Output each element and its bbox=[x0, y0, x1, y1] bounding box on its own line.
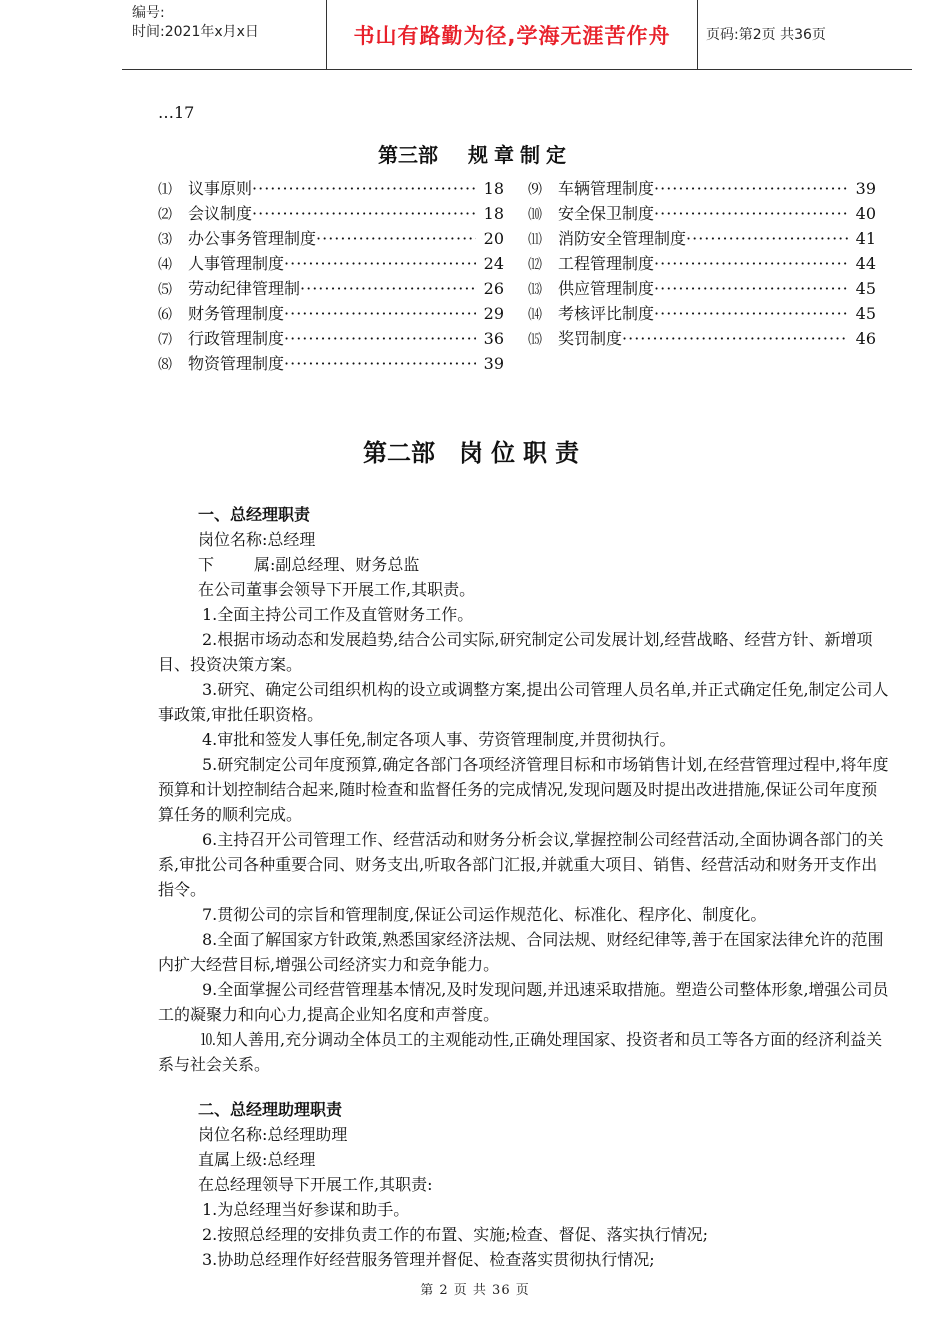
toc-item-leader bbox=[654, 251, 848, 276]
toc-item-title: 行政管理制度 bbox=[188, 329, 285, 348]
page-fragment: …17 bbox=[158, 103, 195, 122]
toc-item[interactable] bbox=[528, 176, 876, 201]
toc-item-page: 20 bbox=[483, 229, 504, 248]
header-motto: 书山有路勤为径,学海无涯苦作舟 bbox=[353, 24, 671, 48]
toc-item-title: 安全保卫制度 bbox=[558, 204, 655, 223]
position-name: 岗位名称:总经理 bbox=[198, 530, 316, 549]
toc-item[interactable] bbox=[158, 201, 504, 226]
toc-item[interactable] bbox=[158, 276, 504, 301]
subordinates bbox=[158, 552, 892, 577]
duty-item: 8.全面了解国家方针政策,熟悉国家经济法规、合同法规、财经纪律等,善于在国家法律允许的范围内扩大经营目标,增强公司经济实力和竞争能力。 bbox=[158, 930, 884, 974]
toc-item-number: ⑸ bbox=[158, 282, 172, 298]
section-intro: 在总经理领导下开展工作,其职责: bbox=[198, 1175, 433, 1194]
toc-item[interactable] bbox=[158, 351, 504, 376]
toc-item-number: ⑽ bbox=[528, 207, 542, 223]
duty-item: 3.研究、确定公司组织机构的设立或调整方案,提出公司管理人员名单,并正式确定任免,制定公司人事政策,审批任职资格。 bbox=[158, 680, 889, 724]
toc-item-leader bbox=[654, 276, 848, 301]
toc-item[interactable] bbox=[528, 276, 876, 301]
toc-item-page: 40 bbox=[855, 204, 876, 223]
toc-item-number: ⒁ bbox=[528, 307, 542, 323]
toc-item-title: 办公事务管理制度 bbox=[188, 229, 317, 248]
toc-item-title: 会议制度 bbox=[188, 204, 253, 223]
toc-item-number: ⑹ bbox=[158, 307, 172, 323]
part3-heading bbox=[0, 139, 950, 168]
toc-item-number: ⑴ bbox=[158, 182, 172, 198]
duty-item: ⒑知人善用,充分调动全体员工的主观能动性,正确处理国家、投资者和员工等各方面的经济利益关系与社会关系。 bbox=[158, 1030, 883, 1074]
toc-item-title: 议事原则 bbox=[188, 179, 253, 198]
toc-item-title: 物资管理制度 bbox=[188, 354, 285, 373]
position-name: 岗位名称:总经理助理 bbox=[198, 1125, 348, 1144]
part3-heading-number: 第三部 bbox=[378, 143, 438, 167]
toc-item-leader bbox=[654, 176, 848, 201]
toc-item[interactable] bbox=[158, 326, 504, 351]
toc-left-column bbox=[158, 176, 504, 376]
toc-item-page: 29 bbox=[483, 304, 504, 323]
toc-item-number: ⑷ bbox=[158, 257, 172, 273]
toc-item-title: 考核评比制度 bbox=[558, 304, 655, 323]
toc-item-title: 工程管理制度 bbox=[558, 254, 655, 273]
toc-item[interactable] bbox=[528, 301, 876, 326]
toc-item-leader bbox=[316, 226, 476, 251]
toc-item-page: 45 bbox=[855, 304, 876, 323]
toc-item-page: 26 bbox=[483, 279, 504, 298]
toc-item[interactable] bbox=[158, 176, 504, 201]
toc-item-page: 44 bbox=[855, 254, 876, 273]
duty-item: 9.全面掌握公司经营管理基本情况,及时发现问题,并迅速采取措施。塑造公司整体形象,增强公司员工的凝聚力和向心力,提高企业知名度和声誉度。 bbox=[158, 980, 889, 1024]
toc-item-number: ⑺ bbox=[158, 332, 172, 348]
duty-item: 2.按照总经理的安排负责工作的布置、实施;检查、督促、落实执行情况; bbox=[202, 1225, 709, 1244]
duty-item: 1.为总经理当好参谋和助手。 bbox=[202, 1200, 410, 1219]
toc-item-leader bbox=[284, 251, 476, 276]
toc-item[interactable] bbox=[528, 226, 876, 251]
toc-item-number: ⑻ bbox=[158, 357, 172, 373]
part2-heading bbox=[0, 433, 950, 468]
toc-item[interactable] bbox=[528, 326, 876, 351]
part3-heading-title: 规章制定 bbox=[468, 143, 572, 167]
toc-item-title: 奖罚制度 bbox=[558, 329, 623, 348]
section-general-manager bbox=[158, 502, 892, 1077]
section-assistant-manager bbox=[158, 1097, 892, 1272]
toc-item-number: ⑵ bbox=[158, 207, 172, 223]
toc-item-title: 消防安全管理制度 bbox=[558, 229, 687, 248]
toc-item-number: ⑶ bbox=[158, 232, 172, 248]
page-footer: 第 2 页 共 36 页 bbox=[420, 1283, 530, 1298]
header-page-info: 页码:第2页 共36页 bbox=[706, 27, 826, 43]
toc-right-column bbox=[528, 176, 876, 351]
toc-item-page: 36 bbox=[483, 329, 504, 348]
duty-item: 1.全面主持公司工作及直管财务工作。 bbox=[202, 605, 474, 624]
section-title: 一、总经理职责 bbox=[198, 505, 311, 524]
toc-item-leader bbox=[654, 301, 848, 326]
toc-item-number: ⒂ bbox=[528, 332, 542, 348]
header-meta bbox=[132, 4, 259, 42]
toc-item-title: 劳动纪律管理制 bbox=[188, 279, 301, 298]
toc-item-title: 财务管理制度 bbox=[188, 304, 285, 323]
toc-item-leader bbox=[284, 326, 476, 351]
document-number-label: 编号: bbox=[132, 5, 165, 21]
toc-item-page: 39 bbox=[855, 179, 876, 198]
toc-item[interactable] bbox=[528, 251, 876, 276]
toc-item-title: 人事管理制度 bbox=[188, 254, 285, 273]
duty-item: 4.审批和签发人事任免,制定各项人事、劳资管理制度,并贯彻执行。 bbox=[202, 730, 676, 749]
part2-heading-number: 第二部 bbox=[363, 439, 435, 467]
duty-item: 6.主持召开公司管理工作、经营活动和财务分析会议,掌握控制公司经营活动,全面协调各部门的关系,审批公司各种重要合同、财务支出,听取各部门汇报,并就重大项目、销售、经营活动和财务开支作出指令。 bbox=[158, 830, 884, 899]
toc-item-leader bbox=[252, 201, 476, 226]
toc-item[interactable] bbox=[158, 226, 504, 251]
toc-item-number: ⑿ bbox=[528, 257, 542, 273]
toc-item-page: 46 bbox=[855, 329, 876, 348]
toc-item-page: 18 bbox=[483, 179, 504, 198]
section-title: 二、总经理助理职责 bbox=[198, 1100, 343, 1119]
toc-item-page: 18 bbox=[483, 204, 504, 223]
duty-item: 3.协助总经理作好经营服务管理并督促、检查落实贯彻执行情况; bbox=[202, 1250, 655, 1269]
toc-item-number: ⑼ bbox=[528, 182, 542, 198]
toc-item-title: 车辆管理制度 bbox=[558, 179, 655, 198]
toc-item[interactable] bbox=[158, 301, 504, 326]
section-intro: 在公司董事会领导下开展工作,其职责。 bbox=[198, 580, 476, 599]
document-time-label: 时间:2021年x月x日 bbox=[132, 24, 259, 40]
duty-item: 7.贯彻公司的宗旨和管理制度,保证公司运作规范化、标准化、程序化、制度化。 bbox=[202, 905, 767, 924]
toc-item-number: ⑾ bbox=[528, 232, 542, 248]
subordinates-label-a: 下 bbox=[198, 555, 215, 574]
page-header bbox=[122, 0, 912, 70]
toc-item-number: ⒀ bbox=[528, 282, 542, 298]
toc-item-page: 41 bbox=[855, 229, 876, 248]
toc-item[interactable] bbox=[528, 201, 876, 226]
direct-superior: 直属上级:总经理 bbox=[198, 1150, 316, 1169]
toc-item-title: 供应管理制度 bbox=[558, 279, 655, 298]
toc-item-page: 39 bbox=[483, 354, 504, 373]
toc-item-leader bbox=[284, 351, 476, 376]
toc-item[interactable] bbox=[158, 251, 504, 276]
duty-item: 5.研究制定公司年度预算,确定各部门各项经济管理目标和市场销售计划,在经营管理过程中,将年度预算和计划控制结合起来,随时检查和监督任务的完成情况,发现问题及时提出改进措施,保证公司年度预算任务的顺利完成。 bbox=[158, 755, 889, 824]
toc-item-leader bbox=[686, 226, 848, 251]
duty-item: 2.根据市场动态和发展趋势,结合公司实际,研究制定公司发展计划,经营战略、经营方针、新增项目、投资决策方案。 bbox=[158, 630, 873, 674]
toc-item-leader bbox=[654, 201, 848, 226]
toc-item-leader bbox=[622, 326, 848, 351]
toc-item-leader bbox=[300, 276, 476, 301]
part2-heading-title: 岗位职责 bbox=[459, 439, 587, 467]
toc-item-leader bbox=[284, 301, 476, 326]
header-divider bbox=[697, 0, 698, 69]
toc-item-leader bbox=[252, 176, 476, 201]
toc-item-page: 24 bbox=[483, 254, 504, 273]
toc-item-page: 45 bbox=[855, 279, 876, 298]
subordinates-label-b: 属:副总经理、财务总监 bbox=[254, 555, 420, 574]
